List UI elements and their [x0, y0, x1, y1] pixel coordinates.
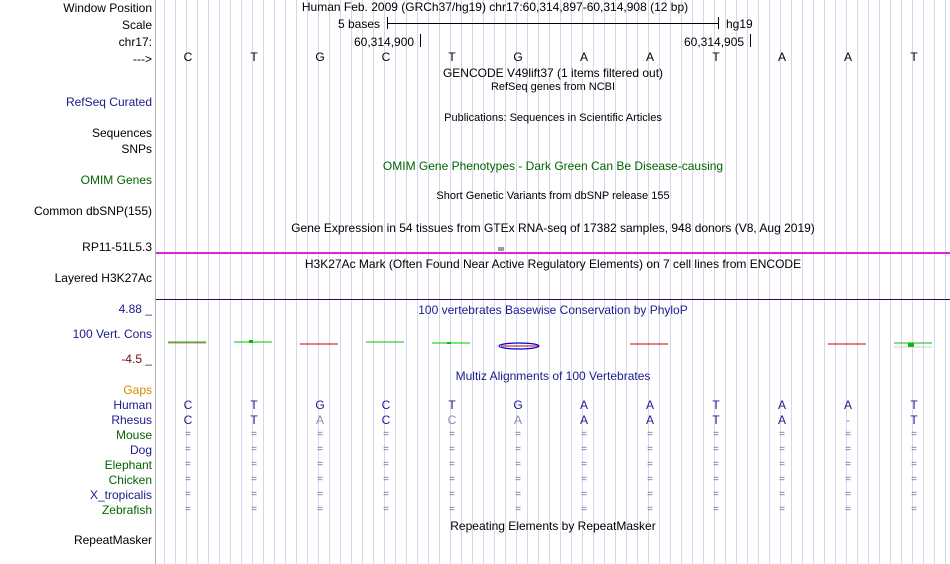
alignment-base: = [251, 474, 257, 485]
base-letter: G [513, 50, 523, 64]
gtex-expression-marker[interactable] [498, 247, 504, 251]
alignment-base: = [317, 459, 323, 470]
track-label-phylop[interactable]: 100 Vert. Cons [72, 327, 152, 341]
phylop-peak-5 [447, 342, 451, 344]
alignment-base: = [317, 474, 323, 485]
alignment-base: = [185, 474, 191, 485]
alignment-base: = [779, 504, 785, 515]
alignment-base: = [911, 429, 917, 440]
alignment-base: = [515, 489, 521, 500]
alignment-base: = [647, 489, 653, 500]
species-label[interactable]: X_tropicalis [89, 488, 152, 502]
base-letter: A [645, 50, 654, 64]
strand-arrow-label[interactable]: ---> [133, 52, 152, 66]
track-label-h3k27ac[interactable]: Layered H3K27Ac [54, 271, 152, 285]
ruler-tick-left [420, 34, 421, 47]
alignment-base: = [317, 444, 323, 455]
ruler-coord-right: 60,314,905 [684, 35, 745, 49]
base-sequence-row [156, 49, 950, 65]
alignment-base: = [383, 474, 389, 485]
alignment-base: = [515, 444, 521, 455]
alignment-base: C [381, 413, 391, 427]
scale-bar-right-end [718, 17, 719, 29]
ruler-coord-left: 60,314,900 [354, 35, 415, 49]
track-title-publications[interactable]: Publications: Sequences in Scientific Articles [444, 112, 662, 124]
track-label-gtex-gene[interactable]: RP11-51L5.3 [82, 240, 152, 254]
phylop-peak-12 [908, 343, 914, 347]
track-title-h3k27ac[interactable]: H3K27Ac Mark (Often Found Near Active Regulatory Elements) on 7 cell lines from ENCODE [304, 257, 802, 271]
alignment-base: A [645, 398, 654, 412]
assembly-label: hg19 [726, 17, 753, 31]
alignment-base: = [251, 444, 257, 455]
species-label[interactable]: Dog [129, 443, 152, 457]
base-letter: T [250, 50, 258, 64]
alignment-base: = [449, 429, 455, 440]
alignment-base: = [515, 504, 521, 515]
alignment-base: = [581, 429, 587, 440]
alignment-base: A [645, 413, 654, 427]
alignment-base: = [713, 489, 719, 500]
alignment-base: = [713, 429, 719, 440]
track-label-repeatmasker[interactable]: RepeatMasker [73, 533, 152, 547]
h3k27ac-signal-baseline[interactable] [156, 299, 950, 300]
window-position-label: Window Position [63, 1, 152, 15]
base-letter: A [843, 50, 852, 64]
alignment-base: T [250, 398, 258, 412]
alignment-base: = [185, 489, 191, 500]
species-label[interactable]: Human [113, 398, 152, 412]
alignment-base: = [185, 429, 191, 440]
position-header: Human Feb. 2009 (GRCh37/hg19) chr17:60,314,897-60,314,908 (12 bp) [301, 0, 689, 14]
track-title-repeatmasker[interactable]: Repeating Elements by RepeatMasker [450, 519, 656, 533]
alignment-base: = [911, 474, 917, 485]
track-title-phylop[interactable]: 100 vertebrates Basewise Conservation by PhyloP [418, 303, 688, 317]
alignment-base: = [647, 459, 653, 470]
track-label-column [0, 0, 156, 564]
base-letter: G [315, 50, 325, 64]
alignment-base: = [647, 429, 653, 440]
alignment-base: = [581, 459, 587, 470]
alignment-base: = [185, 459, 191, 470]
scale-bar-line [387, 23, 718, 24]
species-label[interactable]: Rhesus [111, 413, 152, 427]
alignment-base: T [250, 413, 258, 427]
alignment-base: = [581, 489, 587, 500]
base-letter: C [381, 50, 391, 64]
alignment-base: = [515, 459, 521, 470]
alignment-base: = [251, 504, 257, 515]
alignment-base: A [777, 413, 786, 427]
alignment-base: = [185, 504, 191, 515]
alignment-base: = [449, 504, 455, 515]
alignment-base: = [779, 444, 785, 455]
track-title-gencode[interactable]: GENCODE V49lift37 (1 items filtered out) [442, 66, 664, 80]
alignment-base: = [251, 459, 257, 470]
alignment-base: = [647, 474, 653, 485]
alignment-base: = [449, 489, 455, 500]
track-label-dbsnp[interactable]: Common dbSNP(155) [33, 204, 152, 218]
alignment-base: = [845, 489, 851, 500]
species-label[interactable]: Elephant [104, 458, 152, 472]
phylop-plot[interactable] [156, 334, 950, 354]
alignment-base: T [712, 413, 720, 427]
alignment-base: = [185, 444, 191, 455]
alignment-base: T [448, 398, 456, 412]
base-letter: A [579, 50, 588, 64]
alignment-base: = [449, 474, 455, 485]
base-letter: C [183, 50, 193, 64]
alignment-base: = [911, 504, 917, 515]
scale-label: Scale [121, 18, 152, 32]
alignment-base: A [513, 413, 522, 427]
alignment-base: = [647, 504, 653, 515]
alignment-base: = [515, 474, 521, 485]
base-letter: T [910, 50, 918, 64]
track-title-gtex[interactable]: Gene Expression in 54 tissues from GTEx RNA-seq of 17382 samples, 948 donors (V8, Aug 2019) [291, 221, 815, 235]
alignment-base: = [845, 504, 851, 515]
track-label-refseq[interactable]: RefSeq Curated [65, 95, 152, 109]
alignment-base: = [713, 459, 719, 470]
alignment-base: = [317, 429, 323, 440]
alignment-base: = [845, 429, 851, 440]
track-label-sequences[interactable]: Sequences [91, 126, 152, 140]
alignment-base: = [647, 444, 653, 455]
alignment-base: = [317, 504, 323, 515]
alignment-base: = [317, 489, 323, 500]
alignment-base: C [183, 398, 193, 412]
scale-bar-label: 5 bases [338, 17, 381, 31]
alignment-base: = [383, 444, 389, 455]
alignment-base: A [315, 413, 324, 427]
alignment-base: = [449, 459, 455, 470]
alignment-base: = [713, 504, 719, 515]
alignment-base: C [447, 413, 457, 427]
alignment-base: = [383, 504, 389, 515]
species-label[interactable]: Zebrafish [101, 503, 152, 517]
alignment-base: = [251, 429, 257, 440]
alignment-base: = [779, 474, 785, 485]
alignment-base: G [513, 398, 523, 412]
alignment-base: = [383, 459, 389, 470]
alignment-base: = [779, 429, 785, 440]
alignment-base: = [779, 459, 785, 470]
alignment-base: = [251, 489, 257, 500]
alignment-base: = [845, 444, 851, 455]
alignment-base: = [449, 444, 455, 455]
alignment-base: = [713, 444, 719, 455]
alignment-base: T [910, 413, 918, 427]
alignment-base: = [845, 474, 851, 485]
base-letter: T [712, 50, 720, 64]
alignment-base: A [843, 398, 852, 412]
alignment-base: = [383, 429, 389, 440]
alignment-base: = [581, 474, 587, 485]
track-label-gaps[interactable]: Gaps [123, 383, 152, 397]
alignment-base: G [315, 398, 325, 412]
base-letter: T [448, 50, 456, 64]
species-label[interactable]: Mouse [115, 428, 152, 442]
ruler-tick-right [750, 34, 751, 47]
chrom-label: chr17: [118, 35, 152, 49]
track-title-refseq[interactable]: RefSeq genes from NCBI [490, 81, 616, 93]
alignment-base: A [579, 398, 588, 412]
phylop-peak-2 [249, 340, 253, 343]
base-letter: A [777, 50, 786, 64]
alignment-base: A [777, 398, 786, 412]
alignment-base: = [713, 474, 719, 485]
track-title-dbsnp[interactable]: Short Genetic Variants from dbSNP release 155 [436, 190, 670, 202]
alignment-base: = [383, 489, 389, 500]
alignment-base: = [581, 504, 587, 515]
alignment-base: C [381, 398, 391, 412]
species-label[interactable]: Chicken [108, 473, 152, 487]
alignment-base: - [846, 413, 850, 427]
alignment-base: = [911, 444, 917, 455]
alignment-base: T [712, 398, 720, 412]
gtex-gene-line[interactable] [156, 252, 950, 254]
alignment-base: C [183, 413, 193, 427]
track-title-multiz[interactable]: Multiz Alignments of 100 Vertebrates [455, 369, 651, 383]
alignment-base: = [911, 459, 917, 470]
alignment-base: = [779, 489, 785, 500]
alignment-base: = [581, 444, 587, 455]
alignment-base: = [515, 429, 521, 440]
alignment-base: T [910, 398, 918, 412]
track-label-omim[interactable]: OMIM Genes [80, 173, 152, 187]
phylop-min-value: -4.5 _ [121, 352, 152, 366]
phylop-max-value: 4.88 _ [118, 302, 152, 316]
track-label-snps[interactable]: SNPs [121, 142, 152, 156]
alignment-base: = [845, 459, 851, 470]
alignment-base: = [911, 489, 917, 500]
track-title-omim[interactable]: OMIM Gene Phenotypes - Dark Green Can Be Disease-causing [382, 159, 724, 173]
alignment-base: A [579, 413, 588, 427]
